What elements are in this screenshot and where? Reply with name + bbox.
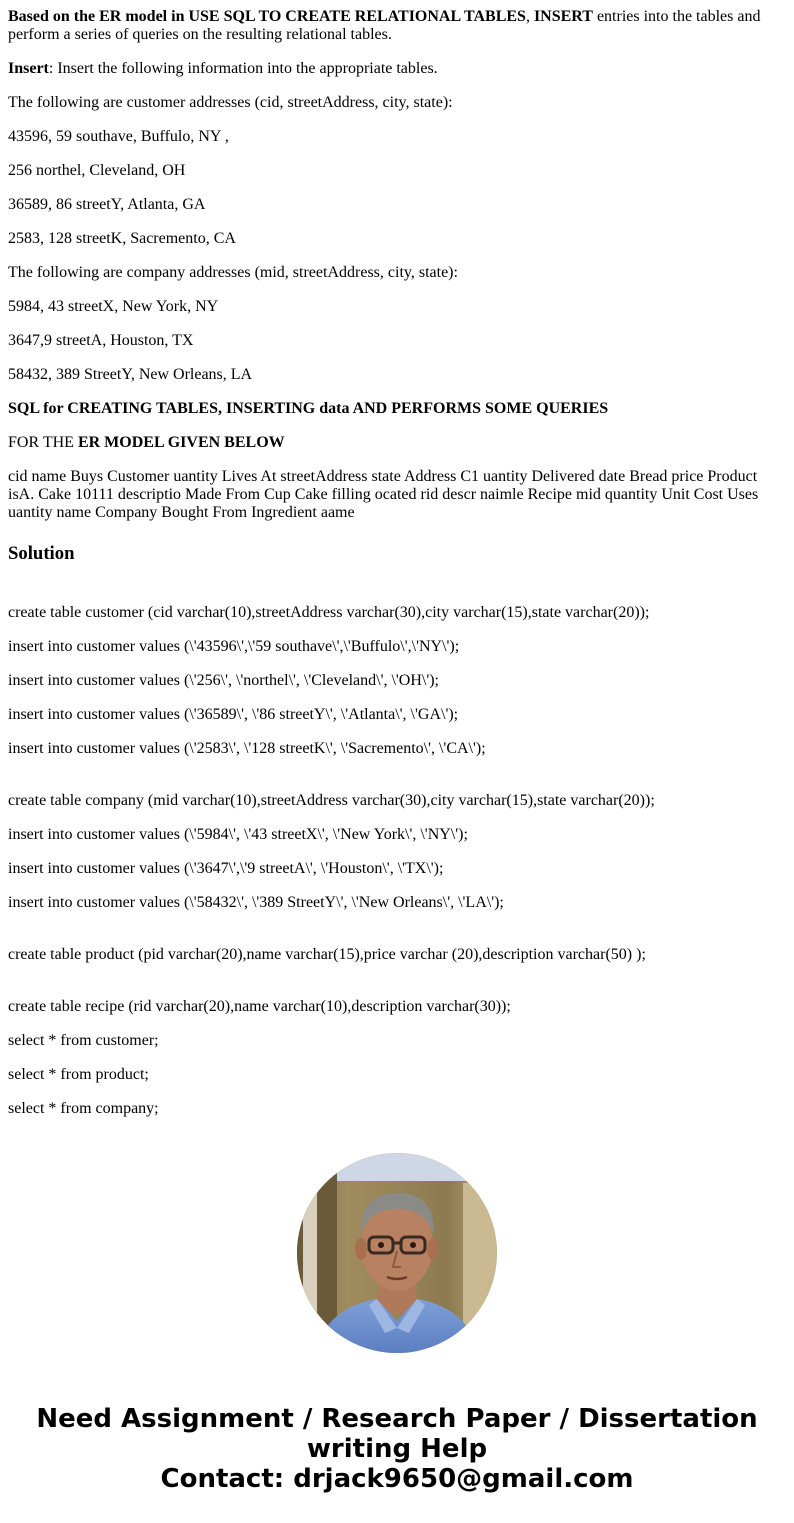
sql-heading [8,400,786,418]
sql-select: select * from customer; [8,1032,159,1049]
sql-create-company: create table company (mid varchar(10),streetAddress varchar(30),city varchar(15),state varchar(20)); [8,792,655,809]
sql-heading-text: SQL for CREATING TABLES, INSERTING data AND PERFORMS SOME QUERIES [8,400,609,417]
company-address: 3647,9 streetA, Houston, TX [8,332,194,349]
sql-select: select * from product; [8,1066,149,1083]
er-model-label-plain: FOR THE [8,434,78,451]
solution-title: Solution [8,543,75,564]
sql-insert-customer: insert into customer values (\'2583\', \'128 streetK\', \'Sacremento\', \'CA\'); [8,740,486,757]
intro-rest: entries into the tables and perform a series of queries on the resulting relational tables. [8,8,761,43]
intro-comma: , [525,8,534,25]
sql-create-customer: create table customer (cid varchar(10),streetAddress varchar(30),city varchar(15),state varchar(20)); [8,604,650,621]
customer-address: 36589, 86 streetY, Atlanta, GA [8,196,206,213]
insert-instruction [8,60,786,78]
customer-address: 2583, 128 streetK, Sacremento, CA [8,230,236,247]
sql-insert-company: insert into customer values (\'5984\', \'43 streetX\', \'New York\', \'NY\'); [8,826,468,843]
sql-create-product: create table product (pid varchar(20),name varchar(15),price varchar (20),description varchar(50) ); [8,946,646,963]
company-address: 5984, 43 streetX, New York, NY [8,298,219,315]
er-model-text: cid name Buys Customer uantity Lives At streetAddress state Address C1 uantity Delivered date Bread price Product isA. Cake 10111 descriptio Made From Cup Cake filling ocated rid descr naimle Recipe mid quantity Unit Cost Uses uantity name Company Bought From Ingredient aame [8,468,759,521]
sql-insert-company: insert into customer values (\'3647\',\'9 streetA\', \'Houston\', \'TX\'); [8,860,444,877]
intro-bold-insert: INSERT [533,8,593,25]
sql-create-recipe: create table recipe (rid varchar(20),name varchar(10),description varchar(30)); [8,998,511,1015]
sql-insert-customer: insert into customer values (\'36589\', \'86 streetY\', \'Atlanta\', \'GA\'); [8,706,459,723]
promo-line-2: writing Help [306,1434,488,1464]
company-addresses-heading: The following are company addresses (mid, streetAddress, city, state): [8,264,458,281]
promo-contact: Contact: drjack9650@gmail.com [160,1464,634,1494]
er-model-label-bold: ER MODEL GIVEN BELOW [77,434,285,451]
sql-insert-company: insert into customer values (\'58432\', \'389 StreetY\', \'New Orleans\', \'LA\'); [8,894,504,911]
intro-paragraph [8,8,786,44]
company-address: 58432, 389 StreetY, New Orleans, LA [8,366,253,383]
sql-solution [8,604,786,1118]
promo-banner [0,1404,794,1494]
promo-line-1: Need Assignment / Research Paper / Dissertation [36,1404,758,1434]
author-avatar [297,1153,497,1353]
insert-label: Insert [8,60,49,77]
customer-addresses-heading: The following are customer addresses (cid, streetAddress, city, state): [8,94,453,111]
customer-address: 256 northel, Cleveland, OH [8,162,186,179]
avatar-illustration [297,1153,497,1353]
customer-address: 43596, 59 southave, Buffulo, NY , [8,128,229,145]
insert-text: : Insert the following information into the appropriate tables. [48,60,438,77]
sql-select: select * from company; [8,1100,159,1117]
intro-bold-title: Based on the ER model in USE SQL TO CREATE RELATIONAL TABLES [8,8,526,25]
er-model-label [8,434,786,452]
sql-insert-customer: insert into customer values (\'43596\',\'59 southave\',\'Buffulo\',\'NY\'); [8,638,460,655]
sql-insert-customer: insert into customer values (\'256\', \'northel\', \'Cleveland\', \'OH\'); [8,672,439,689]
